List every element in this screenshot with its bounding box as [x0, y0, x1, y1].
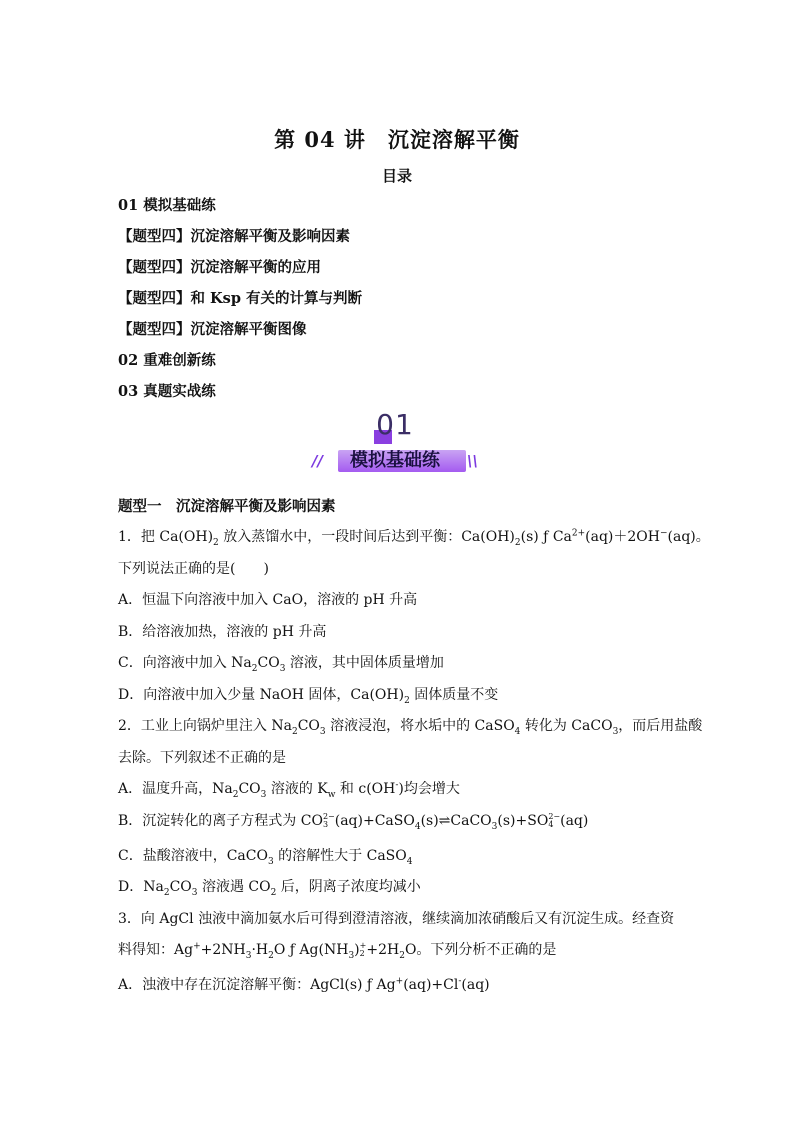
q2-stem-cont: 去除。下列叙述不正确的是 — [118, 749, 286, 766]
q1-option-b[interactable]: B．给溶液加热，溶液的 pH 升高 — [118, 623, 327, 640]
q1-stem: 1．把 $Ca(OH)_2$ 放入蒸馏水中，一段时间后达到平衡：$Ca(OH)_2(s)$ ƒ $Ca^{2+}(aq)+2OH^-(aq)$。 — [118, 528, 710, 548]
section-title: 题型一 沉淀溶解平衡及影响因素 — [118, 498, 336, 515]
toc-item[interactable]: 【题型四】沉淀溶解平衡的应用 — [118, 259, 321, 276]
q2-option-d[interactable]: D．$Na_2CO_3$ 溶液遇 $CO_2$ 后，阴离子浓度均减小 — [118, 879, 421, 898]
q2-option-a[interactable]: A．温度升高，$Na_2CO_3$ 溶液的 $K_w$ 和 c(OH-)均会增大 — [118, 780, 460, 800]
q3-stem: 3．向 AgCl 浊液中滴加氨水后可得到澄清溶液，继续滴加浓硝酸后又有沉淀生成。经查资 — [118, 910, 675, 927]
banner-slash-left: // — [312, 452, 323, 470]
q1-option-d[interactable]: D．向溶液中加入少量 NaOH 固体，$Ca(OH)_2$ 固体质量不变 — [118, 686, 499, 706]
toc-item[interactable]: 03 真题实战练 — [118, 383, 216, 400]
toc-item[interactable]: 02 重难创新练 — [118, 352, 216, 369]
banner-label: 模拟基础练 — [350, 450, 440, 471]
toc-heading: 目录 — [381, 167, 412, 185]
q1-stem-cont: 下列说法正确的是( ) — [118, 560, 269, 577]
q1-option-c[interactable]: C．向溶液中加入 $Na_2CO_3$ 溶液，其中固体质量增加 — [118, 655, 444, 674]
toc-item[interactable]: 【题型四】和 Ksp 有关的计算与判断 — [118, 290, 362, 307]
banner-number: 01 — [376, 408, 414, 441]
q2-option-c[interactable]: C．盐酸溶液中，CaCO$_3$ 的溶解性大于 CaSO$_4$ — [118, 847, 413, 867]
toc-item[interactable]: 【题型四】沉淀溶解平衡图像 — [118, 321, 307, 338]
section-banner — [310, 408, 480, 474]
q2-stem: 2．工业上向锅炉里注入 $Na_2CO_3$ 溶液浸泡，将水垢中的 CaSO$_4$ 转化为 CaCO$_3$，而后用盐酸 — [118, 718, 703, 737]
question-body — [118, 497, 710, 1007]
q3-stem-cont: 料得知：$Ag^++2NH_3\cdot H_2O$ ƒ $Ag(NH_3)$ + 2 $+2H_2O$。下列分析不正确的是 — [118, 941, 557, 961]
q1-option-a[interactable]: A．恒温下向溶液中加入 CaO，溶液的 pH 升高 — [118, 592, 418, 608]
toc-item[interactable]: 01 模拟基础练 — [118, 197, 216, 214]
page-title: 第 04 讲 沉淀溶解平衡 — [274, 127, 520, 152]
banner-slash-right: \\ — [467, 452, 478, 470]
q3-option-a[interactable]: A．浊液中存在沉淀溶解平衡：AgCl(s) ƒ Ag+(aq)+Cl-(aq) — [118, 976, 490, 993]
toc-item[interactable]: 【题型四】沉淀溶解平衡及影响因素 — [118, 228, 350, 245]
q2-option-b[interactable]: B．沉淀转化的离子方程式为 CO 2− 3 (aq)+CaSO$_4$(s)⇌CaCO$_3$(s)+SO 2− 4 (aq) — [118, 811, 589, 832]
table-of-contents — [118, 196, 362, 413]
